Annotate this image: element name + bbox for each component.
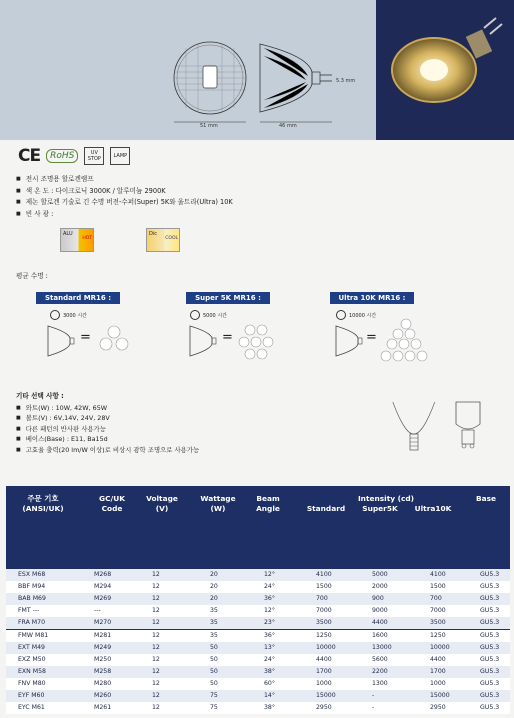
- table-row: [6, 690, 510, 702]
- dic-side-label: COOL: [165, 236, 178, 241]
- photo-panel: [376, 0, 514, 140]
- cell-super5k: 5000: [372, 571, 388, 578]
- cell-gc-code: M294: [94, 583, 112, 591]
- cell-super5k: 2200: [372, 667, 388, 675]
- alu-swatch: [60, 228, 94, 252]
- feature-item: ■ 색 온 도 : 다이크로닉 3000K / 알루미늄 2900K: [16, 186, 233, 198]
- header-ultra10k: Ultra10K: [414, 504, 452, 513]
- super5k-mr16-label: Super 5K MR16 :: [186, 292, 270, 304]
- cell-base: GU5.3: [480, 692, 500, 699]
- cell-ultra10k: 4100: [430, 571, 446, 578]
- ce-mark: CE: [18, 146, 41, 166]
- cell-standard: 4400: [316, 655, 332, 663]
- cell-code: FMW M81: [18, 631, 49, 639]
- options-list: [16, 403, 199, 455]
- cell-wattage: 20: [210, 595, 218, 603]
- cell-ultra10k: 700: [430, 595, 442, 603]
- table-row: [6, 666, 510, 678]
- cell-super5k: 4400: [372, 619, 388, 627]
- cell-code: EXN M58: [18, 667, 46, 675]
- standard-hours-text: 3000 시간: [63, 312, 87, 319]
- standard-mr16-label: Standard MR16 :: [36, 292, 120, 304]
- cell-voltage: 12: [152, 619, 160, 627]
- cell-super5k: 1300: [372, 679, 388, 687]
- cell-voltage: 12: [152, 679, 160, 687]
- cell-base: GU5.3: [480, 631, 500, 639]
- cell-voltage: 12: [152, 667, 160, 675]
- cell-super5k: 9000: [372, 607, 388, 615]
- clock-icon: [50, 310, 60, 320]
- ultra-hours-text: 10000 시간: [349, 312, 377, 319]
- cell-base: GU5.3: [480, 607, 500, 615]
- table-row: [6, 654, 510, 666]
- option-item: ■ 고효율 출력(20 lm/W 이상)로 비상시 광학 조명으로 사용가능: [16, 445, 199, 455]
- cell-beam: 38°: [264, 704, 275, 712]
- cell-ultra10k: 3500: [430, 619, 446, 627]
- cell-super5k: 900: [372, 595, 384, 603]
- cell-voltage: 12: [152, 595, 160, 603]
- table-row: [6, 642, 510, 654]
- uv-stop-badge: UV STOP: [84, 147, 104, 165]
- cell-code: FRA M70: [18, 619, 46, 627]
- header-intensity: Intensity (cd): [357, 494, 415, 503]
- cell-voltage: 12: [152, 571, 160, 578]
- cell-base: GU5.3: [480, 679, 500, 687]
- option-item: ■ 다른 패턴의 반사판 사용가능: [16, 424, 199, 434]
- header-code: 주문 기호 (ANSI/UK): [22, 494, 64, 513]
- cell-voltage: 12: [152, 692, 160, 699]
- cell-code: EYC M61: [18, 704, 45, 712]
- cell-ultra10k: 10000: [430, 643, 450, 651]
- cell-beam: 12°: [264, 571, 275, 578]
- cell-standard: 2950: [316, 704, 332, 712]
- cell-gc-code: M261: [94, 704, 112, 712]
- super-hours: [190, 310, 227, 320]
- standard-life-graphic: [46, 322, 136, 362]
- cell-gc-code: M281: [94, 631, 112, 639]
- cell-wattage: 20: [210, 583, 218, 591]
- cell-standard: 15000: [316, 692, 336, 699]
- super-life-graphic: [188, 322, 288, 362]
- option-item: ■ 볼트(V) : 6V,14V, 24V, 28V: [16, 413, 199, 423]
- cell-gc-code: M280: [94, 679, 112, 687]
- cell-base: GU5.3: [480, 655, 500, 663]
- header-super5k: Super5K: [362, 504, 398, 513]
- table-row: [6, 581, 510, 593]
- base-type-drawings: [392, 398, 502, 456]
- dim-diameter: 51 mm: [200, 123, 218, 129]
- cell-super5k: -: [372, 692, 375, 699]
- cell-wattage: 75: [210, 692, 218, 699]
- cell-ultra10k: 1000: [430, 679, 446, 687]
- cell-ultra10k: 4400: [430, 655, 446, 663]
- feature-item: ■ 전시 조명용 할로겐램프: [16, 174, 233, 186]
- cell-voltage: 12: [152, 631, 160, 639]
- cell-base: GU5.3: [480, 667, 500, 675]
- dic-swatch: [146, 228, 180, 252]
- cell-code: BAB M69: [18, 595, 46, 603]
- cell-base: GU5.3: [480, 571, 500, 578]
- cell-gc-code: M270: [94, 619, 112, 627]
- header-beam: Beam Angle: [256, 494, 280, 513]
- cell-ultra10k: 7000: [430, 607, 446, 615]
- feature-item: ■ 제논 할로겐 기술로 긴 수명 버전-수퍼(Super) 5K와 울트라(Ultra) 10K: [16, 197, 233, 209]
- cell-base: GU5.3: [480, 643, 500, 651]
- cell-beam: 24°: [264, 655, 275, 663]
- table-row: [6, 617, 510, 629]
- cell-voltage: 12: [152, 655, 160, 663]
- cell-voltage: 12: [152, 607, 160, 615]
- dic-label: Dic: [149, 231, 157, 237]
- cell-standard: 10000: [316, 643, 336, 651]
- cell-code: FNV M80: [18, 679, 46, 687]
- alu-side-label: HOT: [82, 236, 92, 241]
- table-row: [6, 605, 510, 617]
- cell-code: EXZ M50: [18, 655, 46, 663]
- cell-voltage: 12: [152, 643, 160, 651]
- cell-standard: 1500: [316, 583, 332, 591]
- dim-pin: 5.3 mm: [336, 78, 356, 84]
- rohs-mark: RoHS: [46, 149, 78, 163]
- cell-wattage: 35: [210, 631, 218, 639]
- cell-wattage: 50: [210, 655, 218, 663]
- table-row: [6, 630, 510, 642]
- cell-base: GU5.3: [480, 583, 500, 591]
- dim-length: 46 mm: [279, 123, 297, 129]
- cell-ultra10k: 1700: [430, 667, 446, 675]
- cell-wattage: 20: [210, 571, 218, 578]
- cell-ultra10k: 15000: [430, 692, 450, 699]
- cell-base: GU5.3: [480, 704, 500, 712]
- cell-code: BBF M94: [18, 583, 46, 591]
- equals-sign: =: [80, 330, 91, 345]
- cell-gc-code: M260: [94, 692, 112, 699]
- cell-gc-code: ---: [94, 607, 101, 615]
- header-voltage: Voltage (V): [146, 494, 178, 513]
- cell-wattage: 50: [210, 667, 218, 675]
- cell-standard: 700: [316, 595, 328, 603]
- cell-ultra10k: 1250: [430, 631, 446, 639]
- cell-beam: 14°: [264, 692, 275, 699]
- cell-gc-code: M249: [94, 643, 112, 651]
- feature-list: [16, 174, 233, 220]
- cell-beam: 23°: [264, 619, 275, 627]
- standard-hours: [50, 310, 87, 320]
- ultra10k-mr16-label: Ultra 10K MR16 :: [330, 292, 414, 304]
- lamp-dimension-drawing: [160, 40, 370, 136]
- table-row: [6, 702, 510, 714]
- cell-beam: 36°: [264, 595, 275, 603]
- cell-code: FMT ---: [18, 607, 40, 615]
- cell-code: EXT M49: [18, 643, 45, 651]
- cell-beam: 24°: [264, 583, 275, 591]
- cell-wattage: 35: [210, 607, 218, 615]
- cell-standard: 1000: [316, 679, 332, 687]
- cell-voltage: 12: [152, 583, 160, 591]
- cell-super5k: 5600: [372, 655, 388, 663]
- cell-ultra10k: 1500: [430, 583, 446, 591]
- table-row: [6, 678, 510, 690]
- cell-ultra10k: 2950: [430, 704, 446, 712]
- cell-standard: 4100: [316, 571, 332, 578]
- cell-wattage: 50: [210, 643, 218, 651]
- cell-beam: 38°: [264, 667, 275, 675]
- super-hours-text: 5000 시간: [203, 312, 227, 319]
- cell-standard: 1250: [316, 631, 332, 639]
- feature-item: ■ 빈 사 광 :: [16, 209, 233, 221]
- cell-gc-code: M258: [94, 667, 112, 675]
- cell-code: ESX M68: [18, 571, 46, 578]
- option-item: ■ 와트(W) : 10W, 42W, 65W: [16, 403, 199, 413]
- equals-sign: =: [366, 330, 377, 345]
- table-row: [6, 569, 510, 581]
- cell-super5k: -: [372, 704, 375, 712]
- clock-icon: [190, 310, 200, 320]
- option-item: ■ 베이스(Base) : E11, Ba15d: [16, 434, 199, 444]
- cell-standard: 3500: [316, 619, 332, 627]
- cell-wattage: 50: [210, 679, 218, 687]
- cell-gc-code: M250: [94, 655, 112, 663]
- lamp-photo: [376, 0, 514, 140]
- cell-super5k: 1600: [372, 631, 388, 639]
- equals-sign: =: [222, 330, 233, 345]
- ultra-life-graphic: [334, 318, 444, 370]
- cell-beam: 13°: [264, 643, 275, 651]
- cell-standard: 7000: [316, 607, 332, 615]
- alu-label: ALU: [63, 231, 73, 237]
- cell-voltage: 12: [152, 704, 160, 712]
- lamp-badge: LAMP: [110, 147, 130, 165]
- header-wattage: Wattage (W): [200, 494, 236, 513]
- cell-super5k: 13000: [372, 643, 392, 651]
- header-base: Base: [475, 494, 497, 503]
- avg-life-heading: 평균 수명 :: [16, 272, 48, 280]
- cell-beam: 60°: [264, 679, 275, 687]
- cell-wattage: 75: [210, 704, 218, 712]
- cell-base: GU5.3: [480, 619, 500, 627]
- certification-marks: [18, 146, 130, 166]
- table-row: [6, 593, 510, 605]
- cell-standard: 1700: [316, 667, 332, 675]
- cell-code: EYF M60: [18, 692, 45, 699]
- cell-wattage: 35: [210, 619, 218, 627]
- cell-base: GU5.3: [480, 595, 500, 603]
- cell-gc-code: M268: [94, 571, 112, 578]
- cell-gc-code: M269: [94, 595, 112, 603]
- header-standard: Standard: [306, 504, 346, 513]
- header-gc-code: GC/UK Code: [99, 494, 125, 513]
- cell-beam: 36°: [264, 631, 275, 639]
- options-heading: 기타 선택 사항 :: [16, 392, 64, 400]
- cell-super5k: 2000: [372, 583, 388, 591]
- cell-beam: 12°: [264, 607, 275, 615]
